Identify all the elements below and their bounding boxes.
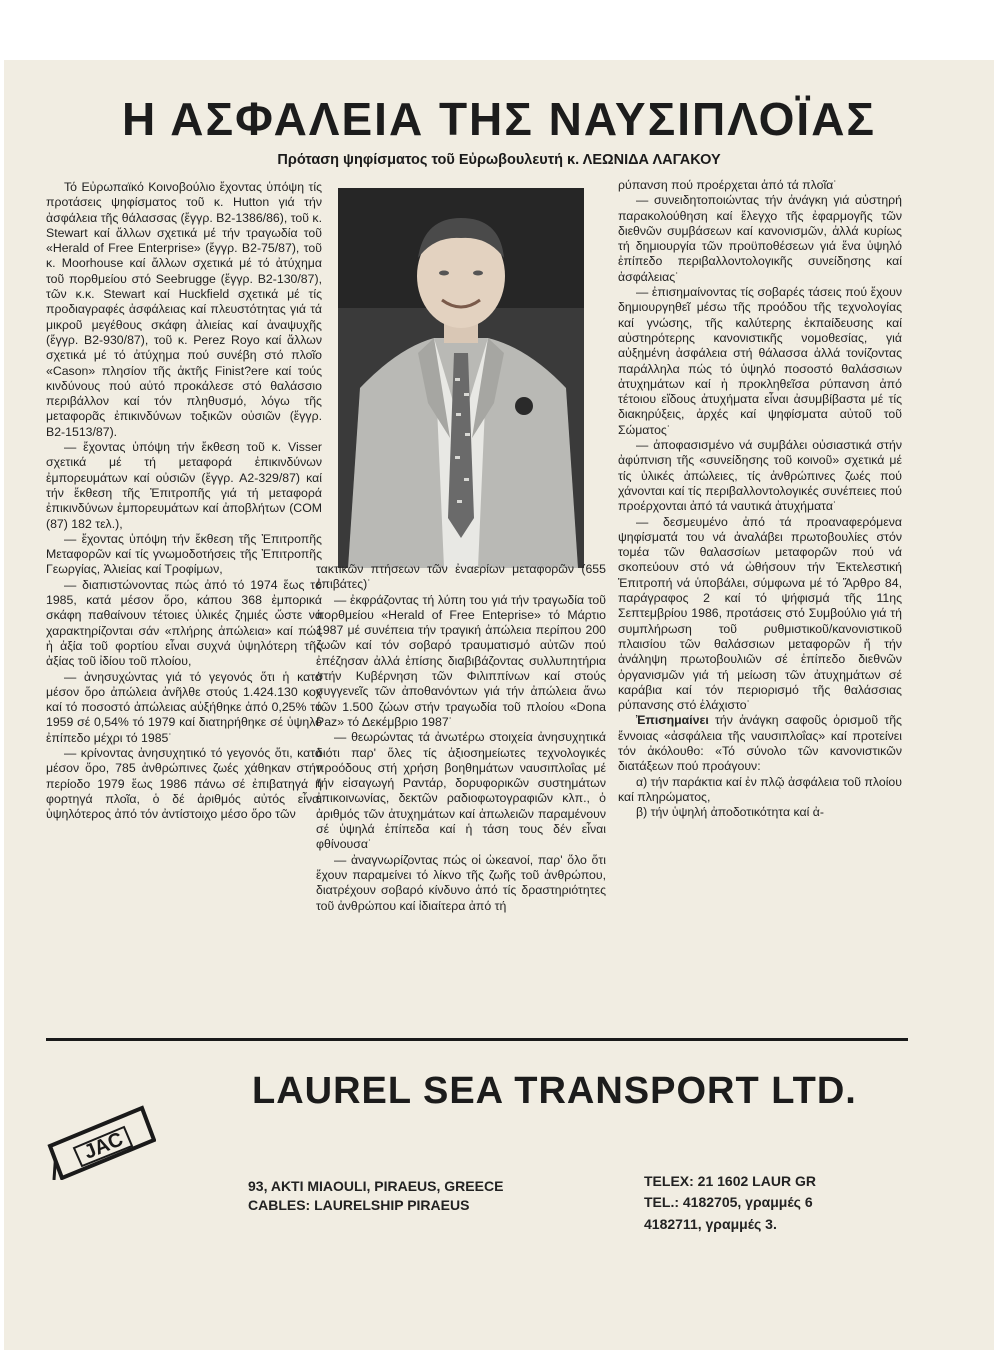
ad-divider — [46, 1038, 908, 1041]
emphasis-rest: τήν ἀνάγκη σαφοῦς ὁρισμοῦ τῆς ἔννοιας «ἀσφάλεια τῆς ναυσιπλοΐας» καί προτείνει τόν ἀκόλουθο: «Τό σύνολο τῶν κανονιστικῶν διατάξεων πού προάγουν: — [618, 713, 902, 774]
list-item: β) τήν ὑψηλή ἀποδοτικότητα καί ἀ- — [636, 805, 824, 820]
text-column-3 — [618, 178, 902, 820]
paragraph: — διαπιστώνοντας πώς ἀπό τό 1974 ἕως τό 1985, κατά μέσον ὅρο, κάπου 368 ἐμπορικά σκάφη παθαίνουν τέτοιες ὑλικές ζημιές ὥστε νά χαρακτηρίζονται σάν «πλήρης ἀπώλεια» καί πώς ἡ ἀξία τοῦ φορτίου εἶναι συχνά ὑψηλότερη τῆς ἀξίας τοῦ ἰδίου τοῦ πλοίου, — [46, 577, 322, 669]
paragraph: — συνειδητοποιώντας τήν ἀνάγκη γιά αὐστηρή παρακολούθηση καί ἔλεγχο τῆς ἐφαρμογῆς τῶν διεθνῶν συμβάσεων καί κανονισμῶν, ἀλλά κυρίως τή δημιουργία τῶν προϋποθέσεων γιά ἕνα ὑψηλό ἐπίπεδο περιβαλλοντολογικῆς συνείδησης καί ἀσφάλειας˙ — [618, 193, 902, 284]
paragraph: — ἔχοντας ὑπόψη τήν ἔκθεση τοῦ κ. Visser σχετικά μέ τή μεταφορά ἐπικινδύνων ἐμπορευμάτων καί οὐσιῶν (ἔγγρ. Α2-329/87) καί τήν ἔκθεση τῆς Ἐπιτροπῆς γιά τή μεταφορά ἐπικινδύνων ἐμπορευμάτων καί ἀποβλήτων (COM (87) 182 τελ.), — [46, 440, 322, 531]
paragraph: — ἀποφασισμένο νά συμβάλει οὐσιαστικά στήν ἀφύπνιση τῆς «συνείδησης τοῦ κοινοῦ» σχετικά μέ τίς ὑλικές ἀπώλειες, τίς ἀνθρώπινες ζωές πού χάνονται καί τίς περιβαλλοντολογικές συνέπειες πού προέρχονται ἀπό τά ναυτικά ἀτυχήματα˙ — [618, 438, 902, 514]
text-column-2 — [316, 562, 606, 914]
company-address: 93, AKTI MIAOULI, PIRAEUS, GREECE — [248, 1178, 504, 1194]
paragraph: — δεσμευμένο ἀπό τά προαναφερόμενα ψηφίσματά του νά ἀναλάβει πρωτοβουλίες στόν τομέα τῶν θαλασσίων μεταφορῶν πού νά σκοπεύουν στό νά ὠθήσουν τήν Ἐκτελεστική Ἐπιτροπή νά ὑποβάλει, σύμφωνα μέ τό Ἄρθρο 84, παράγραφος 2 καί τό ψήφισμά τῆς 11ης Σεπτεμβρίου 1986, προτάσεις στό Συμβούλιο γιά τή συμπλήρωση τοῦ ρυθμιστικοῦ/κανονιστικοῦ πλαισίου τῶν θαλάσσιων μεταφορῶν ἤ τήν ἀνάληψη πρωτοβουλιῶν σέ ἐπίπεδο διεθνῶν ὀργανισμῶν γιά τή μείωση τῶν ἀτυχημάτων σέ καράβια καί τόν περιορισμό τῆς θαλάσσιας ρύπανσης στό ἐλάχιστο˙ — [618, 514, 902, 713]
article-subtitle: Πρόταση ψηφίσματος τοῦ Εὐρωβουλευτή κ. ΛΕΩΝΙΔΑ ΛΑΓΑΚΟΥ — [277, 152, 721, 168]
flag-icon — [46, 1100, 156, 1180]
company-name: LAUREL SEA TRANSPORT LTD. — [252, 1070, 857, 1112]
company-cables: CABLES: LAURELSHIP PIRAEUS — [248, 1197, 470, 1213]
portrait-illustration — [338, 188, 584, 568]
portrait-photo — [338, 188, 584, 568]
paragraph: — ἀνησυχώντας γιά τό γεγονός ὅτι ἡ κατά μέσον ὅρο ἀπώλεια ἀνῆλθε στούς 1.424.130 κοχ καί τό ποσοστό ἀπώλειας αὐξήθηκε ἀπό 0,25% τό 1959 σέ 0,54% τό 1979 καί διατηρήθηκε σέ ὑψηλό ἐπίπεδο μέχρι τό 1985˙ — [46, 669, 322, 745]
text-column-1 — [46, 180, 322, 822]
paragraph: — ἔχοντας ὑπόψη τήν ἔκθεση τῆς Ἐπιτροπῆς Μεταφορῶν καί τίς γνωμοδοτήσεις τῆς Ἐπιτροπῆς Γεωργίας, Ἀλιείας καί Τροφίμων, — [46, 531, 322, 577]
logo-text: JAC — [80, 1128, 127, 1164]
paragraph: — ἐκφράζοντας τή λύπη του γιά τήν τραγωδία τοῦ πορθμείου «Herald of Free Enteprise» τό Μάρτιο 1987 μέ συνέπεια τήν τραγική ἀπώλεια περίπου 200 ζωῶν καί τόν σοβαρό τραυματισμό αὐτῶν πού ἐπέζησαν ἀλλά ἐπίσης διαβιβάζοντας συλλυπητήρια στήν Κυβέρνηση τῶν Φιλιππίνων καί στούς συγγενεῖς τῶν ἀποθανόντων γιά τήν ἀπώλεια ἄνω τῶν 1.500 ζώων στήν τραγωδία τοῦ πλοίου «Dona Paz» τό Δεκέμβριο 1987˙ — [316, 592, 606, 729]
magazine-page — [4, 60, 994, 1350]
jac-flag-logo — [46, 1100, 156, 1180]
article-title: Η ΑΣΦΑΛΕΙΑ ΤΗΣ ΝΑΥΣΙΠΛΟΪΑΣ — [121, 93, 877, 145]
paragraph: — ἐπισημαίνοντας τίς σοβαρές τάσεις πού ἔχουν δημιουργηθεῖ μέσω τῆς προόδου τῆς τεχνολογίας καί γνώσης, τῆς καλύτερης ἐκπαίδευσης καί αὐστηρότερης κανονιστικῆς νομοθεσίας, γιά αὐξημένη ἀσφάλεια στή θάλασσα ἀλλά τονίζοντας παράλληλα πώς τό ὑψηλό ποσοστό θαλάσσιων ἀτυχημάτων καί ἡ προκληθεῖσα ρύπανση ἀπό τέτοιου εἴδους ἀτυχήματα εἶναι ἀσυμβίβαστα μέ τίς διακηρύξεις, ἀρχές καί ψηφίσματα αὐτοῦ τοῦ Σώματος˙ — [618, 285, 902, 437]
emphasis-paragraph — [618, 713, 902, 774]
company-telex: TELEX: 21 1602 LAUR GR — [644, 1173, 816, 1189]
list-item: α) τήν παράκτια καί ἐν πλῷ ἀσφάλεια τοῦ πλοίου καί πληρώματος, — [618, 774, 902, 804]
paragraph: — θεωρώντας τά ἀνωτέρω στοιχεία ἀνησυχητικά διότι παρ' ὅλες τίς ἀξιοσημείωτες τεχνολογικές προόδους στή χρήση βοηθημάτων ναυσιπλοΐας μέ τήν εἰσαγωγή Ραντάρ, δορυφορικῶν συστημάτων ἐπικοινωνίας, δεκτῶν ραδιοφωτογραφιῶν κλπ., ὁ ἀριθμός τῶν ἀτυχημάτων καί ἀπωλειῶν παραμένουν σέ ὑψηλά ἐπίπεδα καί ἡ τάση τους δέν εἶναι φθίνουσα˙ — [316, 730, 606, 852]
company-tel-1: TEL.: 4182705, γραμμές 6 — [644, 1194, 813, 1210]
paragraph: τακτικῶν πτήσεων τῶν ἐναερίων μεταφορῶν (655 ἐπιβάτες)˙ — [316, 562, 606, 592]
company-tel-2: 4182711, γραμμές 3. — [644, 1216, 777, 1232]
paragraph: — ἀναγνωρίζοντας πώς οἱ ὠκεανοί, παρ' ὅλο ὅτι ἔχουν παραμείνει τό λίκνο τῆς ζωῆς τοῦ ἀνθρώπου, διατρέχουν σοβαρό κίνδυνο ἀπό τίς δραστηριότητες τοῦ ἀνθρώπου καί ἰδιαίτερα ἀπό τή — [316, 852, 606, 913]
paragraph: — κρίνοντας ἀνησυχητικό τό γεγονός ὅτι, κατά μέσον ὅρο, 785 ἀνθρώπινες ζωές χάθηκαν στήν περίοδο 1979 ἕως 1986 πάνω σέ ἐπιβατηγά ἤ φορτηγά πλοῖα, ὁ δέ ἀριθμός αὐτός εἶναι ὑψηλότερος ἀπό τόν ἀντίστοιχο μέσο ὅρο τῶν — [46, 745, 322, 822]
paragraph: ρύπανση πού προέρχεται ἀπό τά πλοῖα˙ — [618, 178, 838, 192]
emphasis-lead: Ἐπισημαίνει — [636, 713, 709, 728]
paragraph: Τό Εὐρωπαϊκό Κοινοβούλιο ἔχοντας ὑπόψη τίς προτάσεις ψηφίσματος τοῦ κ. Hutton γιά τήν ἀσφάλεια τῆς θάλασσας (ἔγγρ. Β2-1386/86), τοῦ κ. Stewart καί ἄλλων σχετικά μέ τήν τραγωδία τοῦ «Herald of Free Enterprise» (ἔγγρ. Β2-75/87), τοῦ κ. Moorhouse καί ἄλλων σχετικά μέ τό ἀτύχημα τοῦ πορθμείου στό Seebrugge (ἔγγρ. Β2-130/87), τῶν κ.κ. Stewart καί Huckfield σχετικά μέ τίς προδιαγραφές ἀσφάλειας καί πλευστότητας γιά τά μικροῦ μεγέθους σκάφη ἀλιείας καί ἀναψυχῆς (ἔγγρ. Β2-930/87), τοῦ κ. Perez Royo καί ἄλλων σχετικά μέ τό ἀτύχημα πού συνέβη στό πλοῖο «Cason» πλησίον τῆς ἀκτῆς Finist?ere καί τούς κινδύνους πού αὐτό προκάλεσε στό θαλάσσιο περιβάλλον καί τόν πληθυσμό, λόγω τῆς μεταφορᾶς ἐπικινδύνων τοξικῶν οὐσιῶν (ἔγγρ. Β2-1513/87). — [46, 180, 322, 439]
